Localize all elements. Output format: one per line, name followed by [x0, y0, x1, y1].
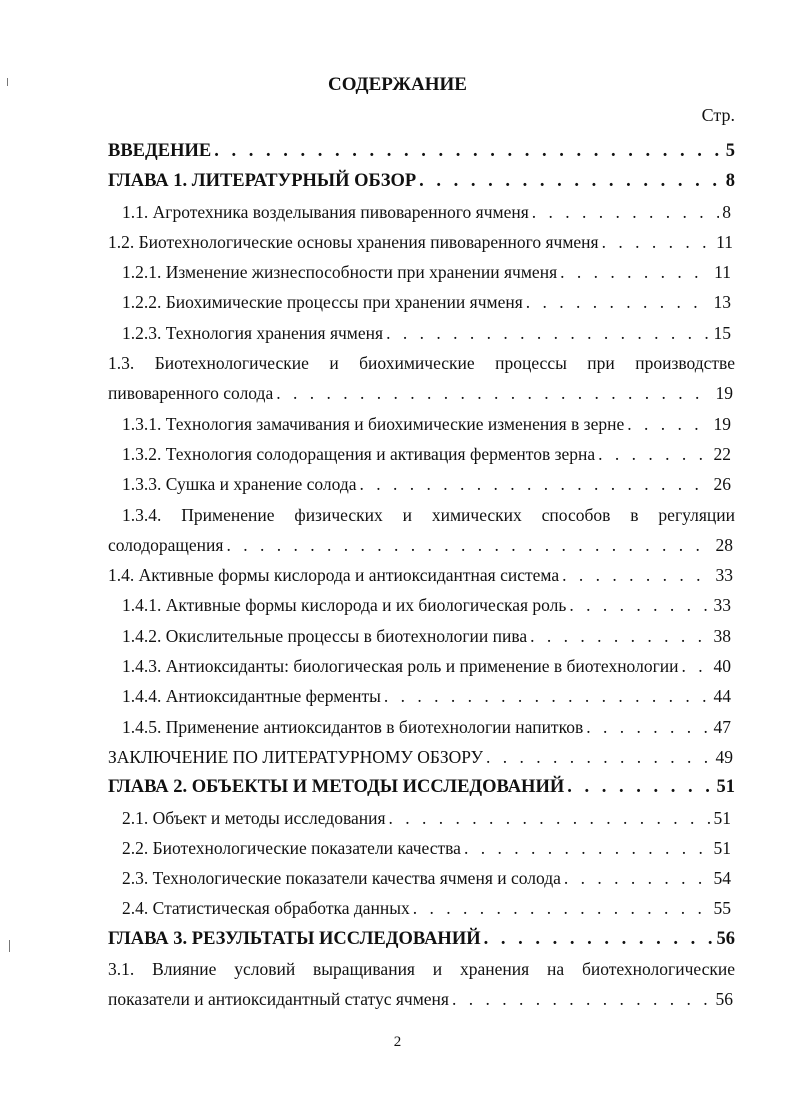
toc-entry-page: 11 — [716, 231, 733, 252]
toc-entry-text: 1.2.3. Технология хранения ячменя — [122, 322, 384, 343]
toc-entry-page: 56 — [716, 928, 735, 949]
toc-entry-text: 1.3. Биотехнологические и биохимические процессы при производстве — [108, 353, 735, 374]
toc-entry-page: 13 — [713, 292, 731, 313]
toc-entry — [0, 378, 795, 408]
toc-entry-wrap-line — [0, 348, 795, 378]
page-title: СОДЕРЖАНИЕ — [328, 74, 467, 95]
toc-entry — [0, 590, 795, 620]
toc-entry — [0, 712, 795, 742]
toc-entry-text: 2.2. Биотехнологические показатели качества — [122, 837, 461, 858]
toc-entry — [0, 409, 795, 439]
toc-entry-page: 51 — [713, 807, 731, 828]
toc-entry-page: 28 — [715, 534, 733, 555]
toc-entry-text: ВВЕДЕНИЕ — [108, 141, 212, 161]
toc-entry — [0, 530, 795, 560]
toc-entry-text: 3.1. Влияние условий выращивания и хранения на биотехнологические — [108, 959, 735, 980]
toc-entry-text: 2.3. Технологические показатели качества ячменя и солода — [122, 868, 561, 889]
toc-entry-text: показатели и антиоксидантный статус ячменя — [108, 989, 449, 1010]
toc-entry-page: 19 — [713, 413, 731, 434]
toc-entry-text: 1.4. Активные формы кислорода и антиоксидантная система — [108, 565, 560, 586]
toc-entry-page: 15 — [713, 322, 731, 343]
toc-entry-page: 49 — [715, 746, 733, 767]
toc-entry — [0, 924, 795, 954]
toc-entry — [0, 469, 795, 499]
toc-entry-page: 8 — [722, 201, 731, 222]
toc-entry-text: 1.4.1. Активные формы кислорода и их биологическая роль — [122, 595, 567, 616]
toc-entry — [0, 197, 795, 227]
toc-entry-text: 2.4. Статистическая обработка данных — [122, 898, 410, 919]
toc-entry-text: ГЛАВА 2. ОБЪЕКТЫ И МЕТОДЫ ИССЛЕДОВАНИЙ — [108, 777, 565, 798]
toc-entry — [0, 863, 795, 893]
toc-entry-page: 11 — [714, 262, 731, 283]
toc-entry — [0, 742, 795, 772]
toc-entry — [0, 560, 795, 590]
toc-entry-text: 1.2. Биотехнологические основы хранения пивоваренного ячменя — [108, 231, 599, 252]
toc-entry — [0, 984, 795, 1014]
toc-entry — [0, 439, 795, 469]
toc-entry-text: 1.3.4. Применение физических и химических способов в регуляции — [122, 504, 735, 525]
toc-entry-text: 1.4.2. Окислительные процессы в биотехнологии пива — [122, 625, 528, 646]
toc-entry-text: 1.3.3. Сушка и хранение солода — [122, 474, 357, 495]
toc-entry-text: 1.4.4. Антиоксидантные ферменты — [122, 686, 381, 707]
toc-entry — [0, 681, 795, 711]
toc-entry-text: 1.4.5. Применение антиоксидантов в биотехнологии напитков — [122, 716, 584, 737]
toc-entry-text: пивоваренного солода — [108, 383, 274, 404]
toc-entry-page: 38 — [713, 625, 731, 646]
toc-entry — [0, 227, 795, 257]
page-number: 2 — [393, 1034, 402, 1050]
toc-entry — [0, 136, 795, 166]
toc-entry — [0, 621, 795, 651]
toc-entry-page: 51 — [716, 777, 735, 798]
toc-entry-page: 54 — [713, 868, 731, 889]
toc-entry-page: 19 — [715, 383, 733, 404]
toc-entry-text: 1.3.1. Технология замачивания и биохимические изменения в зерне — [122, 413, 625, 434]
toc-entry — [0, 833, 795, 863]
toc-entry — [0, 651, 795, 681]
toc-entry — [0, 166, 795, 196]
toc-entry-text: 1.2.2. Биохимические процессы при хранении ячменя — [122, 292, 523, 313]
toc-entry — [0, 287, 795, 317]
toc-entry-text: солодоращения — [108, 534, 224, 555]
toc-entry-page: 22 — [713, 443, 731, 464]
toc-entry-text: 1.3.2. Технология солодоращения и активация ферментов зерна — [122, 443, 596, 464]
toc-entry-page: 5 — [725, 141, 735, 161]
scan-mark — [7, 78, 8, 86]
toc-entry-page: 33 — [715, 565, 733, 586]
toc-entry-page: 26 — [713, 474, 731, 495]
page-column-label: Стр. — [701, 105, 735, 125]
toc-entry-text: 1.4.3. Антиоксиданты: биологическая роль и применение в биотехнологии — [122, 656, 679, 677]
toc-entry-page: 33 — [713, 595, 731, 616]
toc-entry — [0, 893, 795, 923]
toc-entry-wrap-line — [0, 954, 795, 984]
toc-entry-page: 51 — [713, 837, 731, 858]
toc-entry-page: 44 — [713, 686, 731, 707]
toc-entry-text: 1.2.1. Изменение жизнеспособности при хранении ячменя — [122, 262, 558, 283]
toc-entry — [0, 772, 795, 802]
toc-entry-wrap-line — [0, 500, 795, 530]
toc-entry-page: 55 — [713, 898, 731, 919]
scan-mark — [9, 940, 10, 952]
toc-entry-page: 47 — [713, 716, 731, 737]
toc-entry — [0, 803, 795, 833]
toc-entry-text: ГЛАВА 3. РЕЗУЛЬТАТЫ ИССЛЕДОВАНИЙ — [108, 928, 481, 949]
toc-entry-text: ЗАКЛЮЧЕНИЕ ПО ЛИТЕРАТУРНОМУ ОБЗОРУ — [108, 746, 483, 767]
toc-entry-text: ГЛАВА 1. ЛИТЕРАТУРНЫЙ ОБЗОР — [108, 171, 417, 192]
toc-entry-text: 1.1. Агротехника возделывания пивоваренного ячменя — [122, 201, 529, 222]
table-of-contents — [0, 136, 795, 1015]
toc-entry-text: 2.1. Объект и методы исследования — [122, 807, 386, 828]
toc-entry — [0, 318, 795, 348]
toc-entry-page: 56 — [715, 989, 733, 1010]
toc-entry-page: 8 — [725, 171, 735, 192]
toc-entry-page: 40 — [713, 656, 731, 677]
toc-entry — [0, 257, 795, 287]
